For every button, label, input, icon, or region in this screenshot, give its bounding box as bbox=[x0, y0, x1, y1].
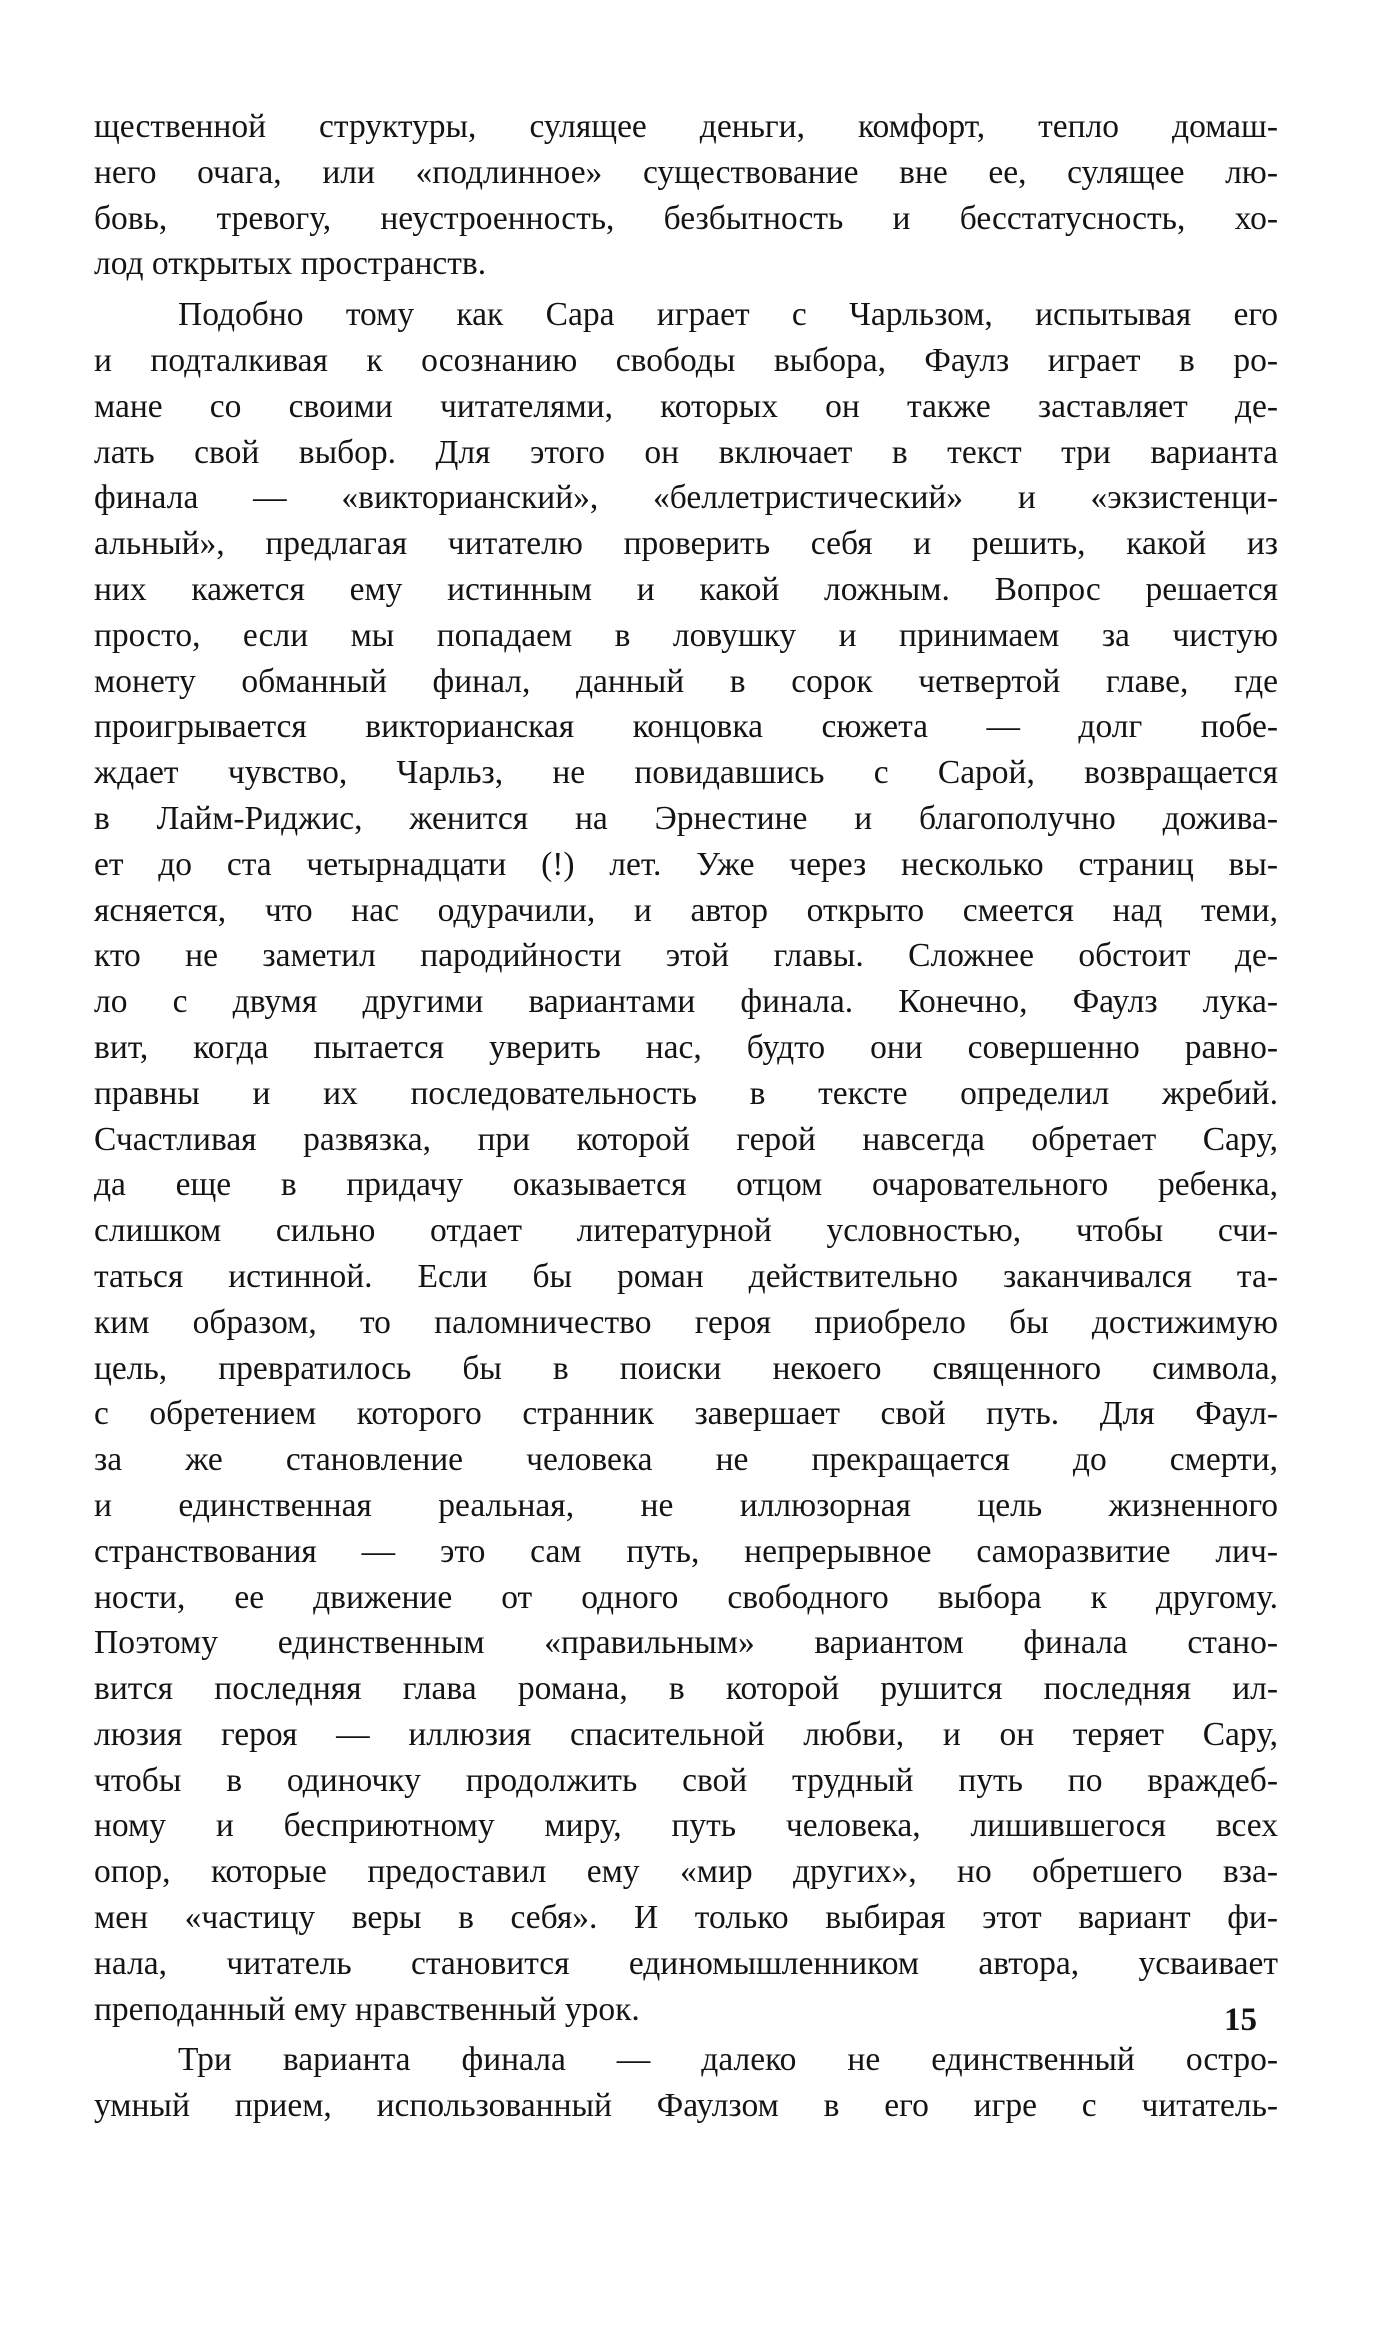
text-line: ким образом, то паломничество героя приобрело бы достижимую bbox=[94, 1303, 1278, 1341]
text-line: ет до ста четырнадцати (!) лет. Уже через несколько страниц вы- bbox=[94, 845, 1278, 883]
text-line: да еще в придачу оказывается отцом очаровательного ребенка, bbox=[94, 1166, 1278, 1204]
text-line: люзия героя — иллюзия спасительной любви, и он теряет Сару, bbox=[94, 1715, 1278, 1753]
text-line: нала, читатель становится единомышленником автора, усваивает bbox=[94, 1944, 1278, 1982]
text-line: просто, если мы попадаем в ловушку и принимаем за чистую bbox=[94, 616, 1278, 654]
text-line: вится последняя глава романа, в которой рушится последняя ил- bbox=[94, 1670, 1278, 1708]
text-line: Счастливая развязка, при которой герой навсегда обретает Сару, bbox=[94, 1120, 1278, 1158]
text-line: ясняется, что нас одурачили, и автор открыто смеется над теми, bbox=[94, 891, 1278, 929]
text-line: Подобно тому как Сара играет с Чарльзом, испытывая его bbox=[178, 296, 1278, 334]
paragraph-1 bbox=[94, 104, 1278, 287]
text-line: лод открытых пространств. bbox=[94, 245, 487, 283]
text-line: ности, ее движение от одного свободного выбора к другому. bbox=[94, 1578, 1278, 1616]
text-line: преподанный ему нравственный урок. bbox=[94, 1990, 640, 2028]
text-line: мен «частицу веры в себя». И только выбирая этот вариант фи- bbox=[94, 1899, 1278, 1937]
text-line: слишком сильно отдает литературной условностью, чтобы счи- bbox=[94, 1212, 1278, 1250]
text-line: мане со своими читателями, которых он также заставляет де- bbox=[94, 387, 1278, 425]
text-line: цель, превратилось бы в поиски некоего священного символа, bbox=[94, 1349, 1278, 1387]
text-line: и подталкивая к осознанию свободы выбора, Фаулз играет в ро- bbox=[94, 341, 1278, 379]
text-line: странствования — это сам путь, непрерывное саморазвитие лич- bbox=[94, 1532, 1278, 1570]
text-line: с обретением которого странник завершает свой путь. Для Фаул- bbox=[94, 1395, 1278, 1433]
page-number: 15 bbox=[1224, 2002, 1257, 2038]
text-line: альный», предлагая читателю проверить себя и решить, какой из bbox=[94, 525, 1278, 563]
text-line: финала — «викторианский», «беллетристический» и «экзистенци- bbox=[94, 479, 1278, 517]
text-line: ло с двумя другими вариантами финала. Конечно, Фаулз лука- bbox=[94, 983, 1278, 1021]
text-line: и единственная реальная, не иллюзорная цель жизненного bbox=[94, 1486, 1278, 1524]
text-line: лать свой выбор. Для этого он включает в текст три варианта bbox=[94, 433, 1278, 471]
text-line: ному и бесприютному миру, путь человека, лишившегося всех bbox=[94, 1807, 1278, 1845]
text-line: проигрывается викторианская концовка сюжета — долг побе- bbox=[94, 708, 1278, 746]
text-line: него очага, или «подлинное» существование вне ее, сулящее лю- bbox=[94, 153, 1278, 191]
text-line: них кажется ему истинным и какой ложным. Вопрос решается bbox=[94, 570, 1278, 608]
text-line: за же становление человека не прекращается до смерти, bbox=[94, 1441, 1278, 1479]
text-line: правны и их последовательность в тексте определил жребий. bbox=[94, 1074, 1278, 1112]
text-line: вит, когда пытается уверить нас, будто они совершенно равно- bbox=[94, 1028, 1278, 1066]
text-line: таться истинной. Если бы роман действительно заканчивался та- bbox=[94, 1257, 1278, 1295]
text-line: кто не заметил пародийности этой главы. Сложнее обстоит де- bbox=[94, 937, 1278, 975]
text-line: в Лайм-Риджис, женится на Эрнестине и благополучно дожива- bbox=[94, 799, 1278, 837]
text-line: умный прием, использованный Фаулзом в его игре с читатель- bbox=[94, 2087, 1278, 2125]
text-line: Поэтому единственным «правильным» вариантом финала стано- bbox=[94, 1624, 1278, 1662]
paragraph-3 bbox=[94, 2037, 1278, 2129]
text-line: Три варианта финала — далеко не единственный остро- bbox=[178, 2041, 1278, 2079]
text-line: чтобы в одиночку продолжить свой трудный путь по враждеб- bbox=[94, 1761, 1278, 1799]
text-line: щественной структуры, сулящее деньги, комфорт, тепло домаш- bbox=[94, 108, 1278, 145]
text-line: бовь, тревогу, неустроенность, безбытность и бесстатусность, хо- bbox=[94, 199, 1278, 237]
page-text bbox=[94, 104, 1278, 2129]
paragraph-2 bbox=[94, 292, 1278, 2032]
text-line: монету обманный финал, данный в сорок четвертой главе, где bbox=[94, 662, 1278, 700]
text-line: опор, которые предоставил ему «мир других», но обретшего вза- bbox=[94, 1853, 1278, 1891]
text-line: ждает чувство, Чарльз, не повидавшись с Сарой, возвращается bbox=[94, 754, 1278, 792]
